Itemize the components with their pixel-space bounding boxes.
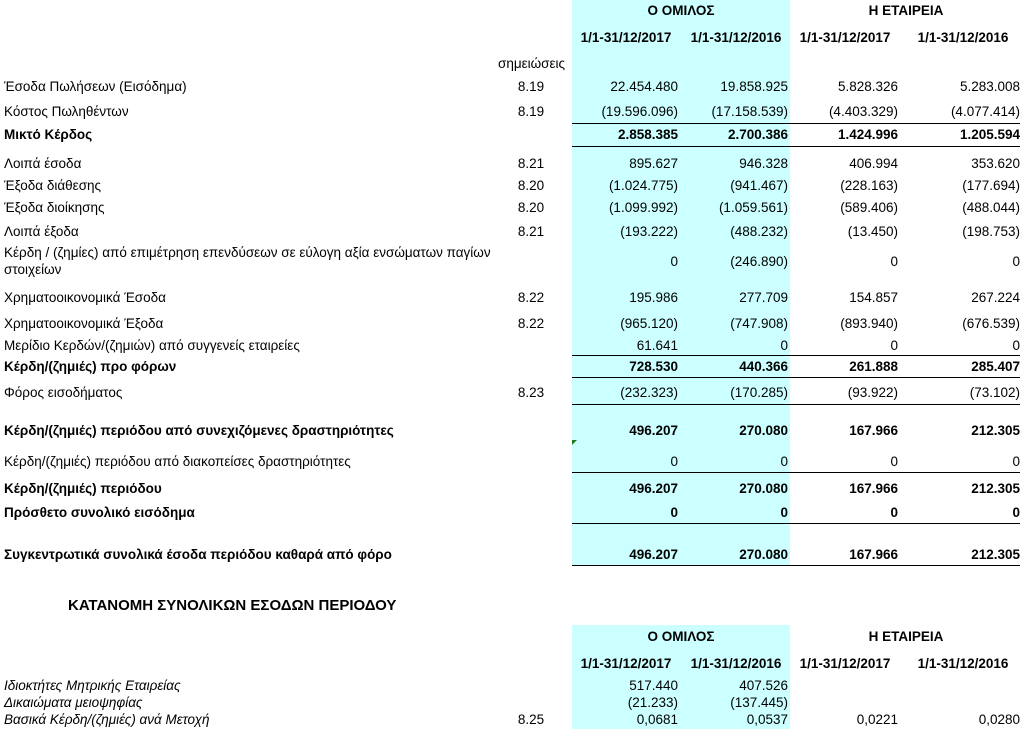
value-company-2017: 5.828.326 — [837, 79, 898, 94]
row-label: Λοιπά έσοδα — [4, 156, 82, 171]
value-company-2017: (589.406) — [840, 200, 898, 215]
value-company-2016: (4.077.414) — [950, 104, 1020, 119]
row-label: Πρόσθετο συνολικό εισόδημα — [4, 505, 195, 520]
subtotal-line — [572, 472, 1020, 473]
period-header-lower-4: 1/1-31/12/2016 — [917, 656, 1009, 671]
value-company-2017: 167.966 — [849, 547, 898, 562]
value-group-2017: 496.207 — [629, 547, 678, 562]
value-group-2016: 946.328 — [739, 156, 788, 171]
value-group-2016: (1.059.561) — [718, 200, 788, 215]
company-header-lower: Η ΕΤΑΙΡΕΙΑ — [868, 629, 944, 644]
value-company-2017: 261.888 — [849, 359, 898, 374]
period-header-2: 1/1-31/12/2016 — [690, 30, 782, 45]
group-header-lower: Ο ΟΜΙΛΟΣ — [647, 629, 715, 644]
value-group-2017: 0,0681 — [636, 712, 678, 727]
value-company-2016: 0,0280 — [978, 712, 1020, 727]
value-company-2017: (228.163) — [840, 178, 898, 193]
value-group-2016: 277.709 — [739, 290, 788, 305]
value-company-2017: (93.922) — [847, 385, 898, 400]
value-company-2017: 167.966 — [849, 481, 898, 496]
row-note: 8.25 — [517, 712, 545, 727]
value-company-2017: 154.857 — [849, 290, 898, 305]
period-header-3: 1/1-31/12/2017 — [799, 30, 891, 45]
row-note: 8.22 — [517, 290, 545, 305]
row-label: Κόστος Πωληθέντων — [4, 104, 129, 119]
value-group-2016: (17.158.539) — [711, 104, 788, 119]
row-label: Χρηματοοικονομικά Έσοδα — [4, 290, 166, 305]
value-company-2016: 0 — [1012, 338, 1020, 353]
value-group-2016: 440.366 — [739, 359, 788, 374]
row-fair-value-gains — [0, 245, 1024, 279]
row-label: Μικτό Κέρδος — [4, 127, 93, 142]
value-company-2016: (177.694) — [962, 178, 1020, 193]
subtotal-line — [572, 377, 1020, 378]
value-group-2016: 2.700.386 — [727, 127, 788, 142]
period-header-1: 1/1-31/12/2017 — [580, 30, 672, 45]
value-group-2016: 270.080 — [739, 423, 788, 438]
value-group-2017: 2.858.385 — [617, 127, 678, 142]
value-group-2017: 22.454.480 — [610, 79, 678, 94]
period-header-lower-3: 1/1-31/12/2017 — [799, 656, 891, 671]
allocation-title: ΚΑΤΑΝΟΜΗ ΣΥΝΟΛΙΚΩΝ ΕΣΟΔΩΝ ΠΕΡΙΟΔΟΥ — [68, 597, 397, 614]
value-group-2017: 61.641 — [636, 338, 678, 353]
row-note: 8.22 — [517, 316, 545, 331]
value-group-2017: 517.440 — [629, 678, 678, 693]
row-note: 8.21 — [517, 156, 545, 171]
row-label: Έσοδα Πωλήσεων (Εισόδημα) — [4, 79, 187, 94]
value-company-2017: 0,0221 — [856, 712, 898, 727]
row-note: 8.21 — [517, 224, 545, 239]
value-company-2016: 0 — [1012, 505, 1020, 520]
row-note: 8.19 — [517, 104, 545, 119]
value-group-2016: (137.445) — [730, 695, 788, 710]
cell-comment-marker — [572, 440, 577, 445]
row-label: Μερίδιο Κερδών/(ζημιών) από συγγενείς εταιρείες — [4, 338, 300, 353]
total-line — [572, 565, 1020, 566]
row-label: Έξοδα διάθεσης — [4, 178, 102, 193]
row-label: Ιδιοκτήτες Μητρικής Εταιρείας — [4, 678, 181, 693]
value-group-2017: (193.222) — [620, 224, 678, 239]
subtotal-line — [572, 123, 1020, 124]
period-header-lower-2: 1/1-31/12/2016 — [690, 656, 782, 671]
value-company-2016: 353.620 — [971, 156, 1020, 171]
row-label: Φόρος εισοδήματος — [4, 385, 123, 400]
value-group-2017: 195.986 — [629, 290, 678, 305]
value-group-2017: 728.530 — [629, 359, 678, 374]
row-note: 8.23 — [517, 385, 545, 400]
row-label-continued: στοιχείων — [4, 262, 62, 277]
value-group-2017: (232.323) — [620, 385, 678, 400]
value-group-2017: (1.024.775) — [608, 178, 678, 193]
value-group-2016: (488.232) — [730, 224, 788, 239]
value-company-2016: (198.753) — [962, 224, 1020, 239]
value-company-2016: 212.305 — [971, 547, 1020, 562]
value-company-2016: 0 — [1012, 254, 1020, 269]
value-company-2016: 285.407 — [971, 359, 1020, 374]
value-company-2016: (676.539) — [962, 316, 1020, 331]
value-group-2017: 496.207 — [629, 481, 678, 496]
subtotal-line — [572, 404, 1020, 405]
value-group-2016: 407.526 — [739, 678, 788, 693]
value-group-2016: 0 — [780, 454, 788, 469]
value-company-2017: 167.966 — [849, 423, 898, 438]
row-label: Έξοδα διοίκησης — [4, 200, 105, 215]
value-group-2016: 19.858.925 — [720, 79, 788, 94]
value-group-2016: 0 — [780, 505, 788, 520]
value-group-2016: 270.080 — [739, 547, 788, 562]
row-label: Κέρδη / (ζημίες) από επιμέτρηση επενδύσεων σε εύλογη αξία ενσώματων παγίων — [4, 245, 491, 260]
row-label: Κέρδη/(ζημιές) περιόδου — [4, 481, 162, 496]
value-group-2016: 0 — [780, 338, 788, 353]
value-company-2017: 1.424.996 — [837, 127, 898, 142]
value-company-2017: 0 — [890, 505, 898, 520]
value-company-2016: (73.102) — [969, 385, 1020, 400]
value-group-2017: 0 — [670, 254, 678, 269]
value-company-2016: 5.283.008 — [959, 79, 1020, 94]
value-group-2016: (747.908) — [730, 316, 788, 331]
value-company-2016: (488.044) — [962, 200, 1020, 215]
value-company-2017: 0 — [890, 454, 898, 469]
row-note: 8.19 — [517, 79, 545, 94]
value-company-2017: (13.450) — [847, 224, 898, 239]
value-group-2017: 895.627 — [629, 156, 678, 171]
value-company-2017: 406.994 — [849, 156, 898, 171]
row-note: 8.20 — [517, 200, 545, 215]
row-label: Δικαιώματα μειοψηφίας — [4, 695, 143, 710]
subtotal-line — [572, 146, 1020, 147]
row-label: Κέρδη/(ζημιές) περιόδου από συνεχιζόμενες δραστηριότητες — [4, 423, 394, 438]
row-label: Λοιπά έξοδα — [4, 224, 79, 239]
value-company-2016: 267.224 — [971, 290, 1020, 305]
value-group-2016: (246.890) — [730, 254, 788, 269]
value-group-2016: (170.285) — [730, 385, 788, 400]
row-label: Βασικά Κέρδη/(ζημιές) ανά Μετοχή — [4, 712, 210, 727]
value-group-2017: 0 — [670, 454, 678, 469]
value-company-2017: 0 — [890, 338, 898, 353]
value-group-2017: 0 — [670, 505, 678, 520]
value-group-2016: 0,0537 — [746, 712, 788, 727]
value-group-2016: 270.080 — [739, 481, 788, 496]
row-label: Κέρδη/(ζημιές) περιόδου από διακοπείσες δραστηριότητες — [4, 454, 351, 469]
value-company-2017: (893.940) — [840, 316, 898, 331]
period-header-4: 1/1-31/12/2016 — [917, 30, 1009, 45]
value-company-2016: 212.305 — [971, 481, 1020, 496]
value-group-2017: (1.099.992) — [608, 200, 678, 215]
row-label: Συγκεντρωτικά συνολικά έσοδα περιόδου καθαρά από φόρο — [4, 547, 392, 562]
value-group-2017: (19.596.096) — [601, 104, 678, 119]
row-label: Κέρδη/(ζημιές) προ φόρων — [4, 359, 177, 374]
value-company-2016: 212.305 — [971, 423, 1020, 438]
value-company-2017: 0 — [890, 254, 898, 269]
period-header-lower-1: 1/1-31/12/2017 — [580, 656, 672, 671]
company-header: Η ΕΤΑΙΡΕΙΑ — [868, 3, 944, 18]
row-label: Χρηματοοικονομικά Έξοδα — [4, 316, 164, 331]
value-group-2017: 496.207 — [629, 423, 678, 438]
subtotal-line — [572, 355, 1020, 356]
value-group-2016: (941.467) — [730, 178, 788, 193]
notes-header: σημειώσεις — [498, 56, 566, 71]
group-header: Ο ΟΜΙΛΟΣ — [647, 3, 715, 18]
row-note: 8.20 — [517, 178, 545, 193]
subtotal-line — [572, 523, 1020, 524]
value-company-2016: 1.205.594 — [959, 127, 1020, 142]
value-company-2017: (4.403.329) — [828, 104, 898, 119]
value-group-2017: (21.233) — [627, 695, 678, 710]
value-group-2017: (965.120) — [620, 316, 678, 331]
value-company-2016: 0 — [1012, 454, 1020, 469]
